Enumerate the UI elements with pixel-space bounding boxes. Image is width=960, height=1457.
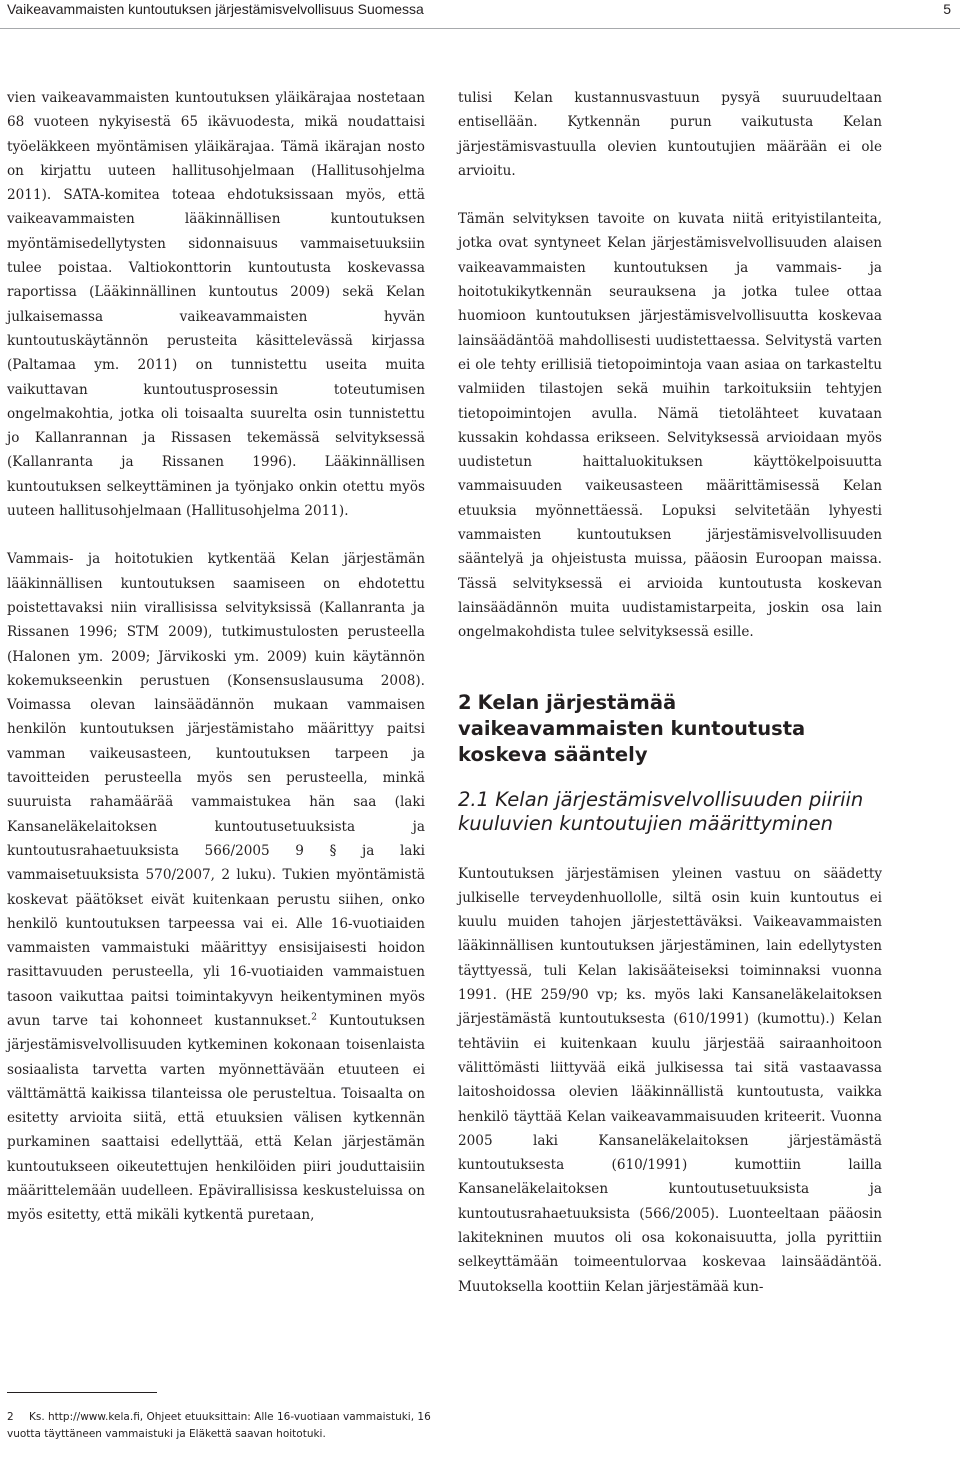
- page-number: 5: [943, 1, 951, 17]
- subsection-heading: 2.1 Kelan järjestämisvelvollisuuden piiriin kuuluvien kuntoutujien määrittyminen: [458, 787, 864, 835]
- page-header: [0, 0, 960, 30]
- running-title: Vaikeavammaisten kuntoutuksen järjestämisvelvollisuus Suomessa: [7, 1, 424, 17]
- left-column: [7, 86, 425, 1228]
- section-number: 2: [458, 690, 472, 714]
- paragraph: [7, 547, 425, 1227]
- footnote-number: 2: [7, 1411, 14, 1423]
- paragraph: Kuntoutuksen järjestämisen yleinen vastuu on säädetty julkiselle terveydenhuollolle, siltä osin kuin kuntoutus ei kuulu muiden tahojen järjestettäväksi. Vaikeavammaisten lääkinnällisen kuntoutuksen järjestäminen, lain edellytysten täyttyessä, tuli Kelan lakisääteiseksi toiminnaksi vuonna 1991. (HE 259/90 vp; ks. myös laki Kansaneläkelaitoksen järjestämästä kuntoutuksesta (610/1991) (kumottu).) Kelan tehtäviin ei kuitenkaan kuulu järjestää sairaanhoitoon välittömästi liittyvää eikä julkisessa tai sitä vastaavassa laitoshoidossa olevien lääkinnällistä kuntoutusta, vaikka henkilö täyttää Kelan vaikeavammaisuuden kriteerit. Vuonna 2005 laki Kansaneläkelaitoksen järjestämästä kuntoutuksesta (610/1991) kumottiin lailla Kansaneläkelaitoksen kuntoutusetuuksista ja kuntoutusrahaetuuksista (566/2005). Luonteeltaan pääosin lakitekninen muutos oli osa kokonaisuutta, jolla pyrittiin selkeyttämään toimeentulorvaa koskevaa lainsäädäntöä. Muutoksella koottiin Kelan järjestämää kun-: [458, 865, 882, 1295]
- section-spacer: [458, 768, 882, 788]
- section-spacer: [458, 836, 882, 862]
- paragraph: Tämän selvityksen tavoite on kuvata niitä erityistilanteita, jotka ovat syntyneet Kelan järjestämisvelvollisuuden alaisen vaikeavammaisten kuntoutuksen ja vammais- ja hoitotukikytkennän seurauksena ja jotka tulee ottaa huomioon kuntoutuksen järjestämisvelvollisuutta koskevaa lainsäädäntöä mahdollisesti uudistettaessa. Selvitystä varten ei ole tehty erillisiä tietopoimintoja vaan asiaa on tarkasteltu valmiiden tilastojen sekä muihin tarkoituksiin tehtyjen tietopoimintojen avulla. Nämä tietolähteet kuvataan kussakin kohdassa erikseen. Selvityksessä arvioidaan myös uudistetun haittaluokituksen käyttökelpoisuutta vammaisuuden vaikeusasteen määrittämisessä Kelan etuuksia myönnettäessä. Lopuksi selvitetään lyhyesti vammaisten kuntoutuksen järjestämisvelvollisuuden sääntelyä ja ohjeistusta muissa, pääosin Euroopan maissa. Tässä selvityksessä ei arvioida kuntoutusta koskevan lainsäädännön muita uudistamistarpeita, joskin osa lain ongelmakohdista tulee selvityksessä esille.: [458, 211, 882, 641]
- paragraph-text: Kuntoutuksen järjestämisvelvollisuuden kytkeminen kokonaan toisenlaista sosiaalista tarvetta varten myönnettävään etuuteen ei välttämättä kaikissa tilanteissa ole perusteltua. Toisaalta on esitetty arvioita siitä, että etuuksien välisen kytkennän purkaminen saattaisi edellyttää, että Kelan järjestämän kuntoutukseen oikeutettujen henkilöiden piiri jouduttaisiin määrittelemään uudelleen. Epävirallisissa keskusteluissa on myös esitetty, että mikäli kytkentä puretaan,: [7, 1012, 425, 1224]
- footnote: [7, 1409, 437, 1443]
- footnote-reference[interactable]: 2: [311, 1012, 317, 1023]
- footnote-divider: [7, 1392, 157, 1393]
- paragraph-text: Vammais- ja hoitotukien kytkentää Kelan järjestämän lääkinnällisen kuntoutuksen saamiseen on ehdotettu poistettavaksi niin virallisissa selvityksissä (Kallanranta ja Rissanen 1996; STM 2009), tutkimustulosten perusteella (Halonen ym. 2009; Järvikoski ym. 2009) kuin käytännön kokemukseenkin perustuen (Konsensuslausuma 2008). Voimassa olevan lainsäädännön mukaan vammaisen henkilön kuntoutuksen järjestämistaho määrittyy paitsi vamman vaikeusasteen, kuntoutuksen tarpeen ja tavoitteiden perusteella myös sen perusteella, minkä suuruista rahamäärää vammaistukea hän saa (laki Kansaneläkelaitoksen kuntoutusetuuksista ja kuntoutusrahaetuuksista 566/2005 9 § ja laki vammaisetuuksista 570/2007, 2 luku). Tukien myöntämistä koskevat päätökset eivät kuitenkaan perustu siihen, onko henkilö kuntoutuksen tarpeessa vai ei. Alle 16-vuotiaiden vammaisten vammaistuki määrittyy ensisijaisesti hoidon rasittavuuden perusteella, yli 16-vuotiaiden vammaistuen tasoon vaikuttaa paitsi toimintakyvyn heikentyminen myös avun tarve tai kohonneet kustannukset.: [7, 551, 425, 1029]
- paragraph: vien vaikeavammaisten kuntoutuksen yläikärajaa nostetaan 68 vuoteen nykyisestä 65 ikävuodesta, mikä noudattaisi työeläkkeen myöntämisen yläikärajaa. Tämä ikärajan nosto on kirjattu uuteen hallitusohjelmaan (Hallitusohjelma 2011). SATA-komitea toteaa ehdotuksissaan myös, että vaikeavammaisten lääkinnällisen kuntoutuksen myöntämisedellytysten sidonnaisuus vammaisetuuksiin tulee poistaa. Valtiokonttorin kuntoutusta koskevassa raportissa (Lääkinnällinen kuntoutus 2009) sekä Kelan julkaisemassa vaikeavammaisten hyvän kuntoutuskäytännön perusteita käsittelevässä kirjassa (Paltamaa ym. 2011) on tunnistettu useita muita vaikuttavan kuntoutusprosessin toteutumisen ongelmakohtia, jotka oli toisaalta suurelta osin tunnistettu jo Kallanrannan ja Rissasen tekemässä selvityksessä (Kallanranta ja Rissanen 1996). Lääkinnällisen kuntoutuksen selkeyttäminen ja työnjako onkin otettu myös uuteen hallitusohjelmaan (Hallitusohjelma 2011).: [7, 90, 425, 520]
- section-title: Kelan järjestämää vaikeavammaisten kuntoutusta koskeva sääntely: [458, 690, 806, 766]
- paragraph: tulisi Kelan kustannusvastuun pysyä suuruudeltaan entisellään. Kytkennän purun vaikutusta Kelan järjestämisvastuulla olevien kuntoutujien määrään ei ole arvioitu.: [458, 90, 882, 179]
- footnote-text: Ks. http://www.kela.fi, Ohjeet etuuksittain: Alle 16-vuotiaan vammaistuki, 16 vuotta täyttäneen vammaistuki ja Eläkettä saavan hoitotuki.: [7, 1411, 431, 1440]
- paragraph-spacer: [458, 183, 882, 207]
- header-divider: [0, 28, 960, 29]
- right-column: [458, 86, 882, 1299]
- paragraph-spacer: [7, 523, 425, 547]
- section-heading: [458, 690, 882, 768]
- section-spacer: [458, 645, 882, 690]
